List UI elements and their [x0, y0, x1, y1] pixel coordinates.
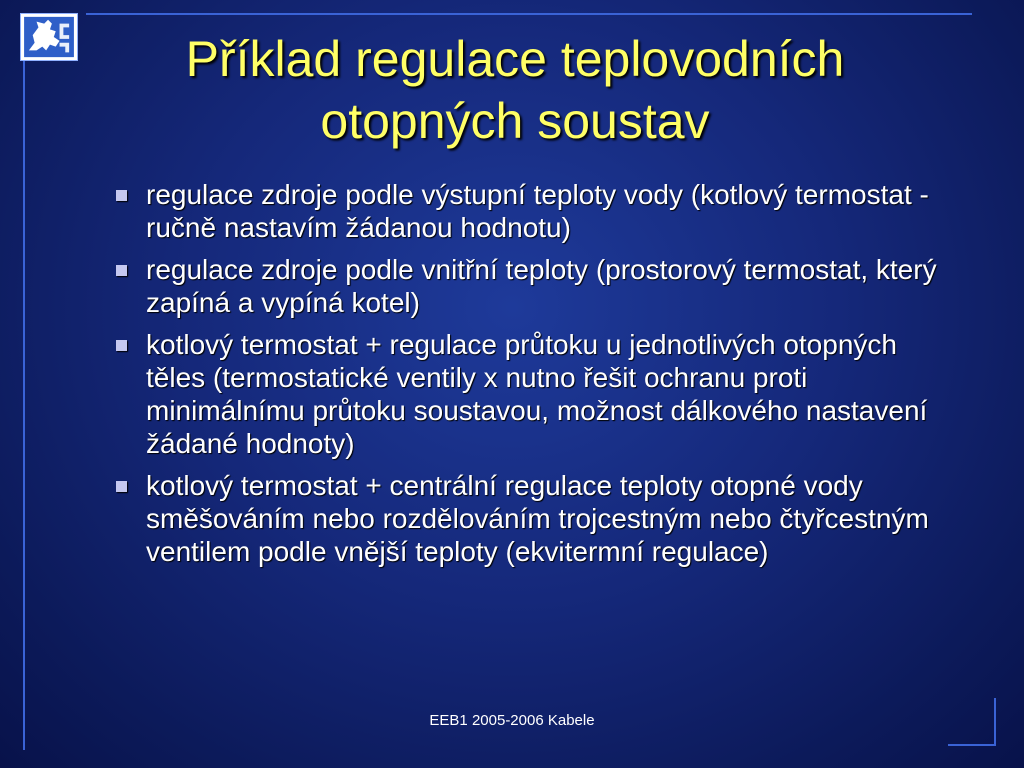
frame-top-line: [86, 13, 972, 15]
square-bullet-icon: [116, 340, 127, 351]
bullet-item: [113, 328, 953, 460]
frame-corner-horizontal-line: [948, 744, 996, 746]
bullet-list: [113, 178, 953, 577]
bullet-item: [113, 178, 953, 244]
bullet-text: kotlový termostat + centrální regulace teploty otopné vody směšováním nebo rozdělováním trojcestným nebo čtyřcestným ventilem podle vnější teploty (ekvitermní regulace): [146, 470, 929, 567]
square-bullet-icon: [116, 481, 127, 492]
square-bullet-icon: [116, 190, 127, 201]
bullet-item: [113, 469, 953, 568]
slide-title: [60, 28, 970, 152]
bullet-text: regulace zdroje podle vnitřní teploty (prostorový termostat, který zapíná a vypíná kotel): [146, 254, 937, 318]
frame-left-line: [23, 60, 25, 750]
bullet-text: kotlový termostat + regulace průtoku u jednotlivých otopných těles (termostatické ventily x nutno řešit ochranu proti minimálnímu průtoku soustavou, možnost dálkového nastavení žádané hodnoty): [146, 329, 928, 459]
slide-title-line-2: otopných soustav: [320, 93, 710, 149]
bullet-text: regulace zdroje podle výstupní teploty vody (kotlový termostat - ručně nastavím žádanou hodnotu): [146, 179, 929, 243]
slide-title-line-1: Příklad regulace teplovodních: [185, 31, 845, 87]
square-bullet-icon: [116, 265, 127, 276]
bullet-item: [113, 253, 953, 319]
slide-footer: EEB1 2005-2006 Kabele: [429, 712, 595, 729]
